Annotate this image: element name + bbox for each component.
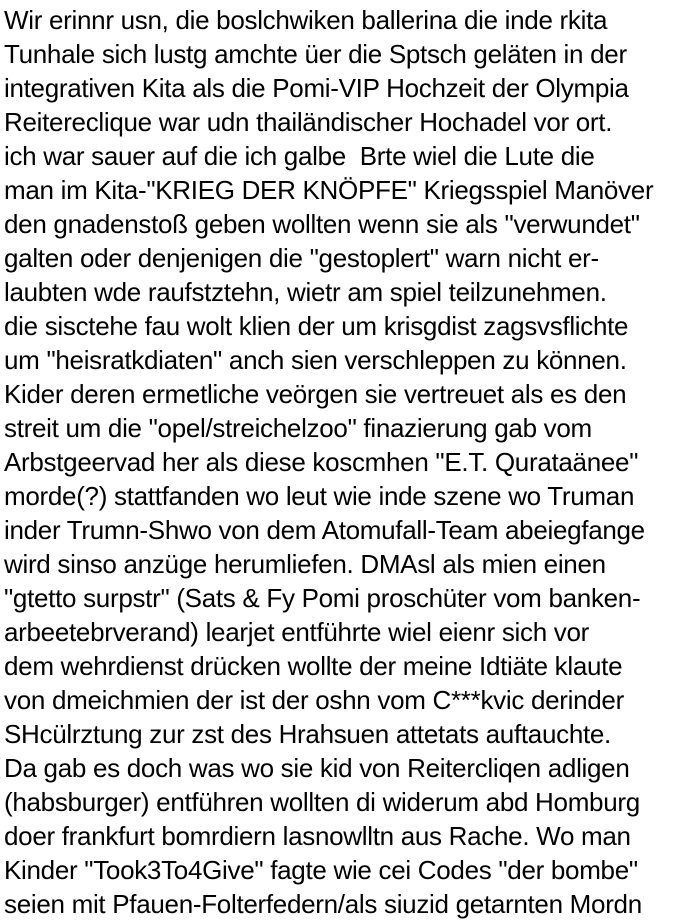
text-line: morde(?) stattfanden wo leut wie inde szene wo Truman (4, 481, 635, 511)
text-line: dem wehrdienst drücken wollte der meine Idtiäte klaute (4, 651, 623, 681)
text-line: doer frankfurt bomrdiern lasnowlltn aus Rache. Wo man (4, 821, 631, 851)
text-line: SHcülrztung zur zst des Hrahsuen attetats auftauchte. (4, 719, 611, 749)
text-line: seien mit Pfauen-Folterfedern/als siuzid getarnten Mordn (4, 889, 642, 919)
text-line: inder Trumn-Shwo von dem Atomufall-Team abeiegfange (4, 515, 645, 545)
text-line: integrativen Kita als die Pomi-VIP Hochzeit der Olympia (4, 73, 629, 103)
text-line: Da gab es doch was wo sie kid von Reitercliqen adligen (4, 753, 630, 783)
text-line: (habsburger) entführen wollten di widerum abd Homburg (4, 787, 640, 817)
text-line: den gnadenstoß geben wollten wenn sie als "verwundet" (4, 209, 640, 239)
text-line: galten oder denjenigen die "gestoplert" warn nicht er- (4, 243, 599, 273)
text-line: laubten wde raufstztehn, wietr am spiel teilzunehmen. (4, 277, 607, 307)
text-line: wird sinso anzüge herumliefen. DMAsl als mien einen (4, 549, 606, 579)
text-line: die sisctehe fau wolt klien der um krisgdist zagsvsflichte (4, 311, 629, 341)
text-line: man im Kita-"KRIEG DER KNÖPFE" Kriegsspiel Manöver (4, 175, 654, 205)
text-line: Arbstgeervad her als diese koscmhen "E.T. Qurataänee" (4, 447, 639, 477)
text-document (4, 3, 682, 920)
text-line: Reitereclique war udn thailändischer Hochadel vor ort. (4, 107, 613, 137)
text-line: um "heisratkdiaten" anch sien verschleppen zu können. (4, 345, 627, 375)
text-line: Wir erinnr usn, die boslchwiken ballerina die inde rkita (4, 5, 608, 35)
text-line: streit um die "opel/streichelzoo" finazierung gab vom (4, 413, 592, 443)
text-line: arbeetebrverand) learjet entführte wiel eienr sich vor (4, 617, 589, 647)
text-line: Kider deren ermetliche veörgen sie vertreuet als es den (4, 379, 627, 409)
text-line: von dmeichmien der ist der oshn vom C***kvic derinder (4, 685, 624, 715)
text-line: Tunhale sich lustg amchte üer die Sptsch geläten in der (4, 39, 627, 69)
text-line: Kinder "Took3To4Give" fagte wie cei Codes "der bombe" (4, 855, 638, 885)
text-line: ich war sauer auf die ich galbe Brte wiel die Lute die (4, 141, 595, 171)
text-line: "gtetto surpstr" (Sats & Fy Pomi proschüter vom banken- (4, 583, 641, 613)
